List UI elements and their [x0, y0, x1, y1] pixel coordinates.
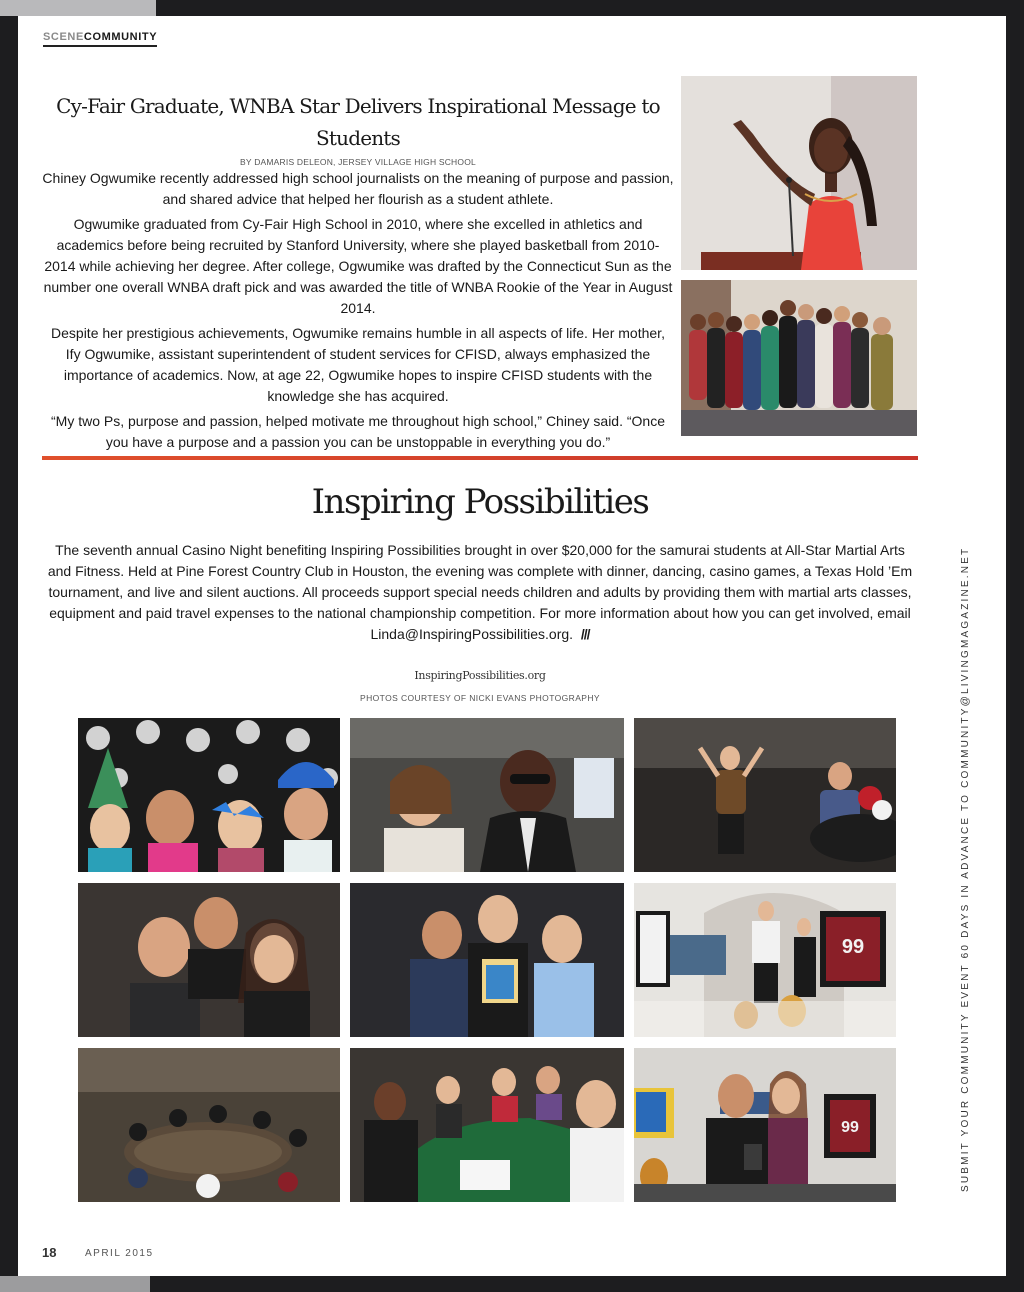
photo-dance-floor [634, 718, 896, 872]
frame-bar-bottom [0, 1276, 150, 1292]
story2-body-text: The seventh annual Casino Night benefiting Inspiring Possibilities brought in over $20,000 for the samurai students at All-Star Martial Arts and Fitness. Held at Pine Forest Country Club in Houston, the evening was complete with dinner, dancing, casino games, a Texas Hold ’Em tournament, and live and silent auctions. All proceeds support special needs children and adults by providing them with martial arts classes, equipment and paid travel expenses to the national championship competition. For more information about how you can get involved, email Linda@InspiringPossibilities.org. [47, 542, 913, 642]
section-tag-community: COMMUNITY [83, 31, 158, 43]
magazine-page [18, 16, 1006, 1276]
story1-paragraph: “My two Ps, purpose and passion, helped motivate me throughout high school,” Chiney said. “Once you have a purpose and a passion you can be unstoppable in everything you do.” [51, 413, 665, 450]
three-friends-illustration [78, 883, 340, 1037]
photo-auction-stage [634, 883, 896, 1037]
page-number: 18 [42, 1245, 57, 1260]
speaker-illustration [681, 76, 917, 270]
poker-overhead-illustration [78, 1048, 340, 1202]
photo-three-friends [78, 883, 340, 1037]
story1-paragraph: Chiney Ogwumike recently addressed high school journalists on the meaning of purpose and passion, and shared advice that helped her flourish as a student athlete. [42, 170, 674, 207]
section-divider [42, 456, 918, 460]
website-credit: InspiringPossibilities.org [414, 669, 546, 682]
photo-award-couple [634, 1048, 896, 1202]
auction-stage-illustration [634, 883, 896, 1037]
group-illustration [681, 280, 917, 436]
photo-booth-illustration [78, 718, 340, 872]
jersey-number: 99 [841, 1119, 859, 1136]
section-tag [43, 30, 157, 47]
photo-poker-table-overhead [78, 1048, 340, 1202]
photo-student-group [681, 280, 917, 436]
frame-bar-top [0, 0, 156, 16]
photo-grid [78, 718, 896, 1202]
trophy-group-illustration [350, 883, 624, 1037]
story1-paragraph: Ogwumike graduated from Cy-Fair High School in 2010, where she excelled in athletics and academics before being recruited by Stanford University, where she played basketball from 2010-2014 while achieving her degree. After college, Ogwumike was drafted by the Connecticut Sun as the number one overall WNBA draft pick and was awarded the title of WNBA Rookie of the Year in August 2014. [43, 216, 673, 316]
photo-blackjack-table [350, 1048, 624, 1202]
award-couple-illustration [634, 1048, 896, 1202]
submission-notice: SUBMIT YOUR COMMUNITY EVENT 60 DAYS IN ADVANCE TO COMMUNITY@LIVINGMAGAZINE.NET [960, 546, 971, 1192]
photo-speaker-at-podium [681, 76, 917, 270]
jersey-number: 99 [841, 936, 865, 958]
photo-booth-group [78, 718, 340, 872]
story1-byline: BY DAMARIS DELEON, JERSEY VILLAGE HIGH SCHOOL [240, 157, 476, 167]
story1-headline: Cy-Fair Graduate, WNBA Star Delivers Inspirational Message to Students [56, 94, 660, 150]
dance-floor-illustration [634, 718, 896, 872]
photo-trophy-group [350, 883, 624, 1037]
story-ogwumike [42, 90, 674, 457]
story1-paragraph: Despite her prestigious achievements, Ogwumike remains humble in all aspects of life. Her mother, Ify Ogwumike, assistant superintendent of student services for CFISD, always emphasized the importance of academics. Now, at age 22, Ogwumike hopes to inspire CFISD students with the knowledge she has acquired. [51, 325, 665, 404]
couple-illustration [350, 718, 624, 872]
photo-couple-sunglasses [350, 718, 624, 872]
issue-date: APRIL 2015 [85, 1248, 154, 1259]
story2-body [42, 540, 918, 645]
story2-end-mark: /// [580, 626, 590, 642]
section-tag-scene: SCENE [43, 31, 84, 43]
blackjack-illustration [350, 1048, 624, 1202]
story2-headline: Inspiring Possibilities [311, 482, 649, 522]
photo-credit: PHOTOS COURTESY OF NICKI EVANS PHOTOGRAPHY [360, 693, 600, 703]
